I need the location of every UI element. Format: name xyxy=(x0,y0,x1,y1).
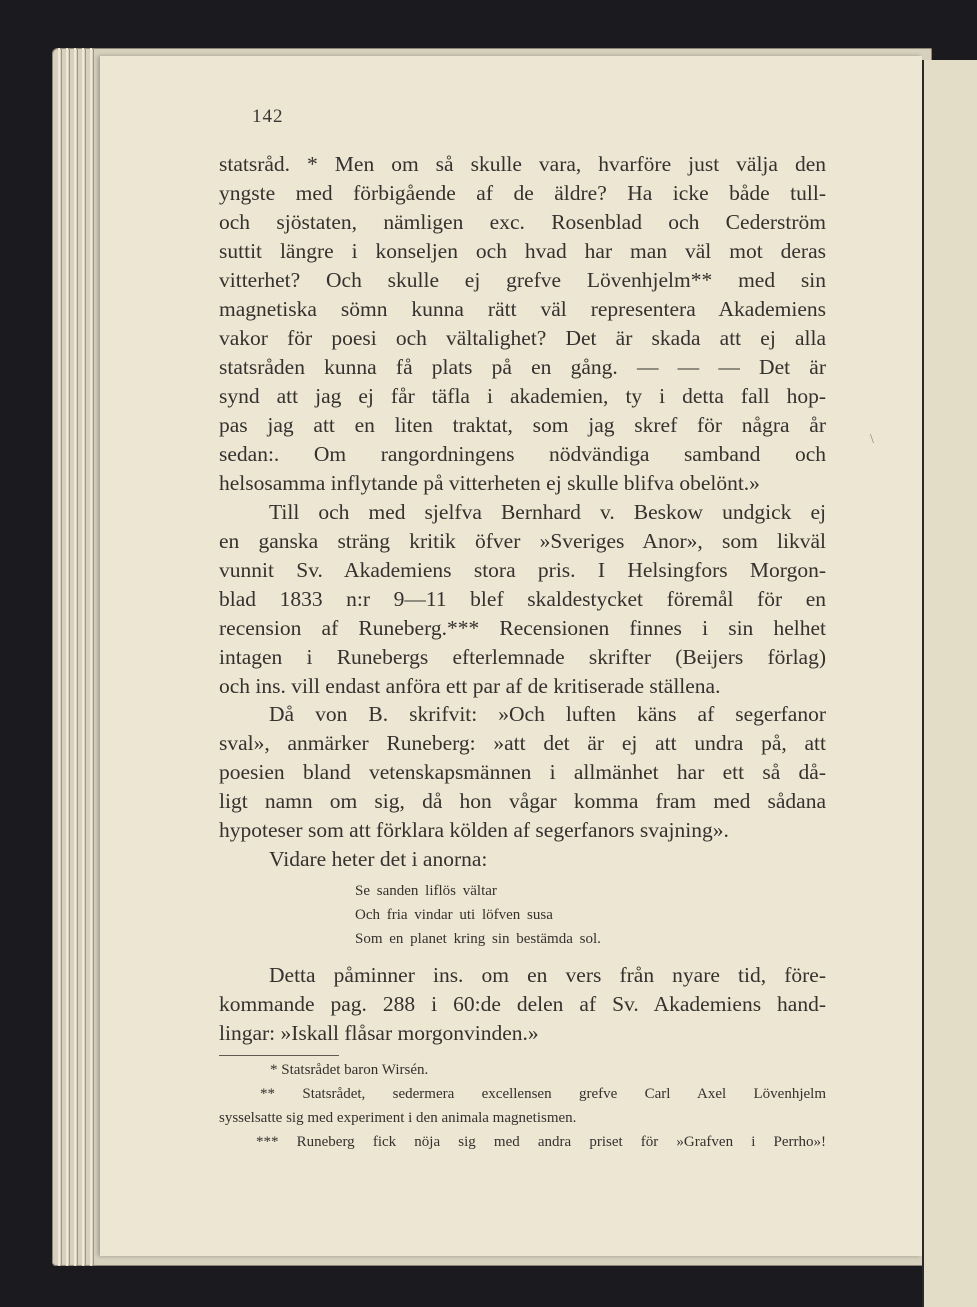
text-line: ** Statsrådet, sedermera excellensen grefve Carl Axel Lövenhjelm xyxy=(260,1086,826,1102)
page-number: 142 xyxy=(252,106,284,127)
text-line: Som en planet kring sin bestämda sol. xyxy=(355,931,601,947)
text-line: intagen i Runebergs efterlemnade skrifter (Beijers förlag) xyxy=(219,645,826,669)
text-line: poesien bland vetenskapsmännen i allmänhet har ett så då- xyxy=(219,760,826,784)
text-line: och sjöstaten, nämligen exc. Rosenblad och Cederström xyxy=(219,210,826,234)
text-line: Till och med sjelfva Bernhard v. Beskow undgick ej xyxy=(269,500,826,524)
text-line: lingar: »Iskall flåsar morgonvinden.» xyxy=(219,1021,539,1045)
text-line: helsosamma inflytande på vitterheten ej skulle blifva obelönt.» xyxy=(219,471,760,495)
footnote-rule xyxy=(219,1055,339,1056)
text-line: Då von B. skrifvit: »Och luften käns af segerfanor xyxy=(269,702,826,726)
text-line: sysselsatte sig med experiment i den animala magnetismen. xyxy=(219,1110,577,1126)
text-line: Och fria vindar uti löfven susa xyxy=(355,907,553,923)
text-line: sval», anmärker Runeberg: »att det är ej att undra på, att xyxy=(219,731,826,755)
text-line: statsråd. * Men om så skulle vara, hvarföre just välja den xyxy=(219,152,826,176)
text-line: yngste med förbigående af de äldre? Ha icke både tull- xyxy=(219,181,826,205)
text-line: vunnit Sv. Akademiens stora pris. I Helsingfors Morgon- xyxy=(219,558,826,582)
text-line: suttit längre i konseljen och hvad har man väl mot deras xyxy=(219,239,826,263)
text-line: * Statsrådet baron Wirsén. xyxy=(270,1062,429,1078)
text-line: blad 1833 n:r 9—11 blef skaldestycket föremål för en xyxy=(219,587,826,611)
text-line: hypoteser som att förklara kölden af segerfanors svajning». xyxy=(219,818,729,842)
text-line: recension af Runeberg.*** Recensionen finnes i sin helhet xyxy=(219,616,826,640)
text-line: *** Runeberg fick nöja sig med andra priset för »Grafven i Perrho»! xyxy=(256,1134,826,1150)
text-line: kommande pag. 288 i 60:de delen af Sv. Akademiens hand- xyxy=(219,992,826,1016)
text-line: Se sanden liflös vältar xyxy=(355,883,497,899)
text-line: en ganska sträng kritik öfver »Sveriges Anor», som likväl xyxy=(219,529,826,553)
text-line: statsråden kunna få plats på en gång. — — — Det är xyxy=(219,355,826,379)
text-line: magnetiska sömn kunna rätt väl representera Akademiens xyxy=(219,297,826,321)
text-line: vitterhet? Och skulle ej grefve Lövenhjelm** med sin xyxy=(219,268,826,292)
text-line: sedan:. Om rangordningens nödvändiga samband och xyxy=(219,442,826,466)
text-line: pas jag att en liten traktat, som jag skref för några år xyxy=(219,413,826,437)
text-line: synd att jag ej får täfla i akademien, ty i detta fall hop- xyxy=(219,384,826,408)
text-line: och ins. vill endast anföra ett par af de kritiserade ställena. xyxy=(219,674,721,698)
text-line: Detta påminner ins. om en vers från nyare tid, före- xyxy=(269,963,826,987)
text-line: ligt namn om sig, då hon vågar komma fram med sådana xyxy=(219,789,826,813)
text-line: Vidare heter det i anorna: xyxy=(269,847,488,871)
margin-mark: \ xyxy=(870,432,874,447)
facing-page-edge xyxy=(922,60,977,1307)
text-line: vakor för poesi och vältalighet? Det är skada att ej alla xyxy=(219,326,826,350)
